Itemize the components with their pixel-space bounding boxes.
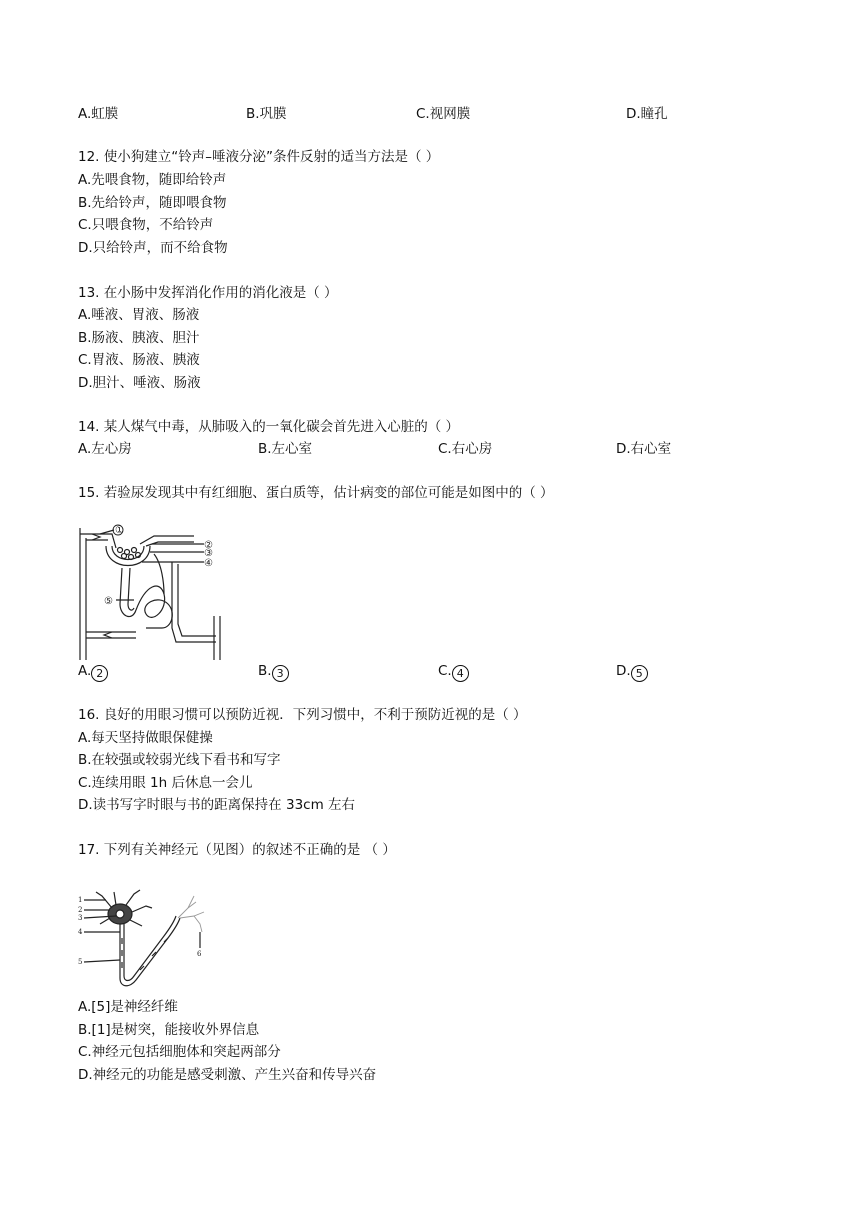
q11-option-d: D.瞳孔: [626, 106, 668, 122]
nephron-diagram: [76, 524, 226, 668]
q14-stem: 14. 某人煤气中毒，从肺吸入的一氧化碳会首先进入心脏的（ ）: [78, 419, 460, 435]
q13-option-b: B.肠液、胰液、胆汁: [78, 330, 200, 346]
q15-option-a-letter: A.: [78, 663, 92, 679]
q17-option-d: D.神经元的功能是感受刺激、产生兴奋和传导兴奋: [78, 1067, 377, 1083]
q12-option-d: D.只给铃声，而不给食物: [78, 240, 228, 256]
neuron-label-2: 2: [78, 906, 83, 914]
q12-option-c: C.只喂食物，不给铃声: [78, 217, 214, 233]
q15-option-d: [616, 662, 648, 682]
q15-option-c: [438, 662, 469, 682]
nephron-label-4: ④: [204, 558, 213, 569]
q16-option-d: D.读书写字时眼与书的距离保持在 33cm 左右: [78, 797, 356, 813]
q13-option-c: C.胃液、肠液、胰液: [78, 352, 200, 368]
q17-option-b: B.[1]是树突，能接收外界信息: [78, 1022, 260, 1038]
q14-option-b: B.左心室: [258, 441, 313, 457]
neuron-diagram: [76, 888, 216, 996]
q15-option-d-letter: D.: [616, 663, 631, 679]
q17-option-a: A.[5]是神经纤维: [78, 999, 178, 1015]
q15-option-a-mark: 2: [91, 665, 108, 682]
nephron-label-3: ③: [204, 548, 213, 559]
q14-option-c: C.右心房: [438, 441, 493, 457]
neuron-label-1: 1: [78, 896, 83, 904]
neuron-label-6: 6: [197, 950, 202, 958]
q13-option-a: A.唾液、胃液、肠液: [78, 307, 200, 323]
q11-option-a: A.虹膜: [78, 106, 119, 122]
q15-option-b: [258, 662, 289, 682]
neuron-label-5: 5: [78, 958, 83, 966]
q14-option-a: A.左心房: [78, 441, 132, 457]
q12-option-b: B.先给铃声，随即喂食物: [78, 195, 227, 211]
q16-option-c: C.连续用眼 1h 后休息一会儿: [78, 775, 253, 791]
q15-stem: 15. 若验尿发现其中有红细胞、蛋白质等，估计病变的部位可能是如图中的（ ）: [78, 485, 554, 501]
q16-stem: 16. 良好的用眼习惯可以预防近视．下列习惯中，不利于预防近视的是（ ）: [78, 707, 527, 723]
q11-option-b: B.巩膜: [246, 106, 287, 122]
q16-option-b: B.在较强或较弱光线下看书和写字: [78, 752, 281, 768]
q15-option-b-letter: B.: [258, 663, 272, 679]
q17-stem: 17. 下列有关神经元（见图）的叙述不正确的是 （ ）: [78, 842, 396, 858]
nephron-label-2: ②: [204, 540, 213, 551]
q15-option-c-mark: 4: [452, 665, 469, 682]
q13-option-d: D.胆汁、唾液、肠液: [78, 375, 201, 391]
nephron-label-1: ①: [115, 525, 124, 536]
q17-option-c: C.神经元包括细胞体和突起两部分: [78, 1044, 281, 1060]
q13-stem: 13. 在小肠中发挥消化作用的消化液是（ ）: [78, 285, 338, 301]
q15-option-d-mark: 5: [631, 665, 648, 682]
q11-option-c: C.视网膜: [416, 106, 471, 122]
q15-option-c-letter: C.: [438, 663, 452, 679]
q12-stem: 12. 使小狗建立“铃声–唾液分泌”条件反射的适当方法是（ ）: [78, 149, 440, 165]
q16-option-a: A.每天坚持做眼保健操: [78, 730, 213, 746]
q15-option-b-mark: 3: [272, 665, 289, 682]
q12-option-a: A.先喂食物，随即给铃声: [78, 172, 227, 188]
q14-option-d: D.右心室: [616, 441, 672, 457]
neuron-label-4: 4: [78, 928, 83, 936]
neuron-label-3: 3: [78, 914, 83, 922]
q15-option-a: [78, 662, 108, 682]
nephron-label-5: ⑤: [104, 596, 113, 607]
